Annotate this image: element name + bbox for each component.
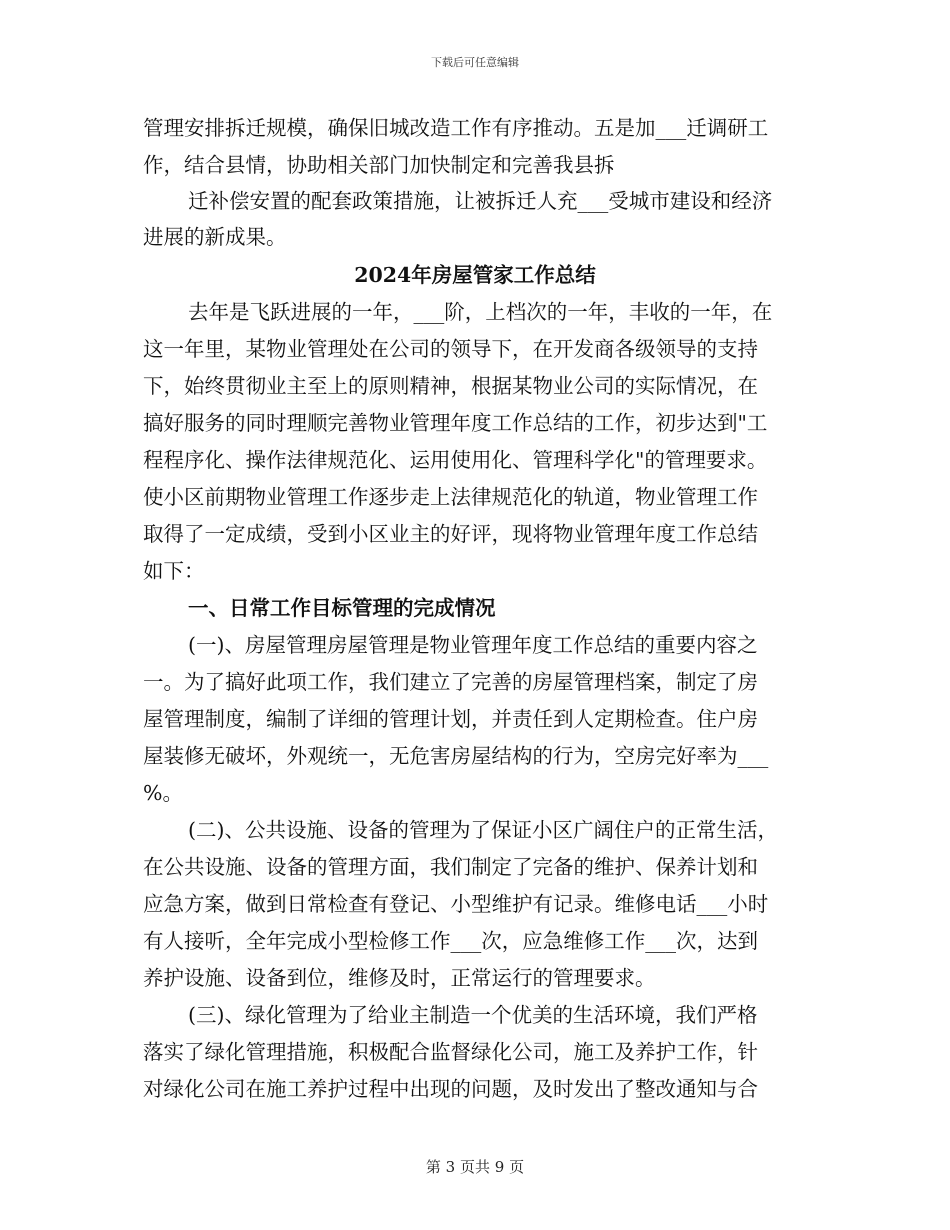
text-line: 搞好服务的同时理顺完善物业管理年度工作总结的工作，初步达到"工 <box>143 411 768 435</box>
text-line: 有人接听，全年完成小型检修工作___次，应急维修工作___次，达到 <box>143 929 758 953</box>
text-line: 养护设施、设备到位，维修及时，正常运行的管理要求。 <box>143 966 656 990</box>
text-line: 应急方案，做到日常检查有登记、小型维护有记录。维修电话___小时 <box>143 892 769 916</box>
text-line: 如下： <box>143 559 205 583</box>
text-line: 管理安排拆迁规模，确保旧城改造工作有序推动。五是加___迁调研工 <box>143 116 769 140</box>
text-line: 去年是飞跃进展的一年，___阶，上档次的一年，丰收的一年，在 <box>188 300 773 324</box>
document-title: 2024年房屋管家工作总结 <box>354 263 596 287</box>
section-heading: 一、日常工作目标管理的完成情况 <box>188 596 496 620</box>
text-line: 迁补偿安置的配套政策措施，让被拆迁人充___受城市建设和经济 <box>188 189 773 213</box>
text-line: 对绿化公司在施工养护过程中出现的问题，及时发出了整改通知与合 <box>143 1077 758 1101</box>
text-line: (二)、公共设施、设备的管理为了保证小区广阔住户的正常生活， <box>188 818 778 842</box>
text-line: 下，始终贯彻业主至上的原则精神，根据某物业公司的实际情况，在 <box>143 374 758 398</box>
text-line: (一)、房屋管理房屋管理是物业管理年度工作总结的重要内容之 <box>188 633 758 657</box>
text-line: 这一年里，某物业管理处在公司的领导下，在开发商各级领导的支持 <box>143 337 758 361</box>
text-line: 取得了一定成绩，受到小区业主的好评，现将物业管理年度工作总结 <box>143 522 758 546</box>
text-line: 进展的新成果。 <box>143 225 287 249</box>
text-line: (三)、绿化管理为了给业主制造一个优美的生活环境，我们严格 <box>188 1003 758 1027</box>
text-line: 屋管理制度，编制了详细的管理计划，并责任到人定期检查。住户房 <box>143 707 758 731</box>
text-line: 使小区前期物业管理工作逐步走上法律规范化的轨道，物业管理工作 <box>143 485 758 509</box>
text-line: 落实了绿化管理措施，积极配合监督绿化公司，施工及养护工作，针 <box>143 1040 758 1064</box>
page-header: 下载后可任意编辑 <box>431 56 519 69</box>
text-line: 作，结合县情，协助相关部门加快制定和完善我县拆 <box>143 153 615 177</box>
text-line: 程程序化、操作法律规范化、运用使用化、管理科学化"的管理要求。 <box>143 448 768 472</box>
text-line: 一。为了搞好此项工作，我们建立了完善的房屋管理档案，制定了房 <box>143 670 758 694</box>
text-line: 在公共设施、设备的管理方面，我们制定了完备的维护、保养计划和 <box>143 855 758 879</box>
page-footer: 第 3 页共 9 页 <box>425 1158 525 1176</box>
text-line: 屋装修无破坏，外观统一，无危害房屋结构的行为，空房完好率为___ <box>143 744 769 768</box>
text-line: %。 <box>143 781 183 805</box>
